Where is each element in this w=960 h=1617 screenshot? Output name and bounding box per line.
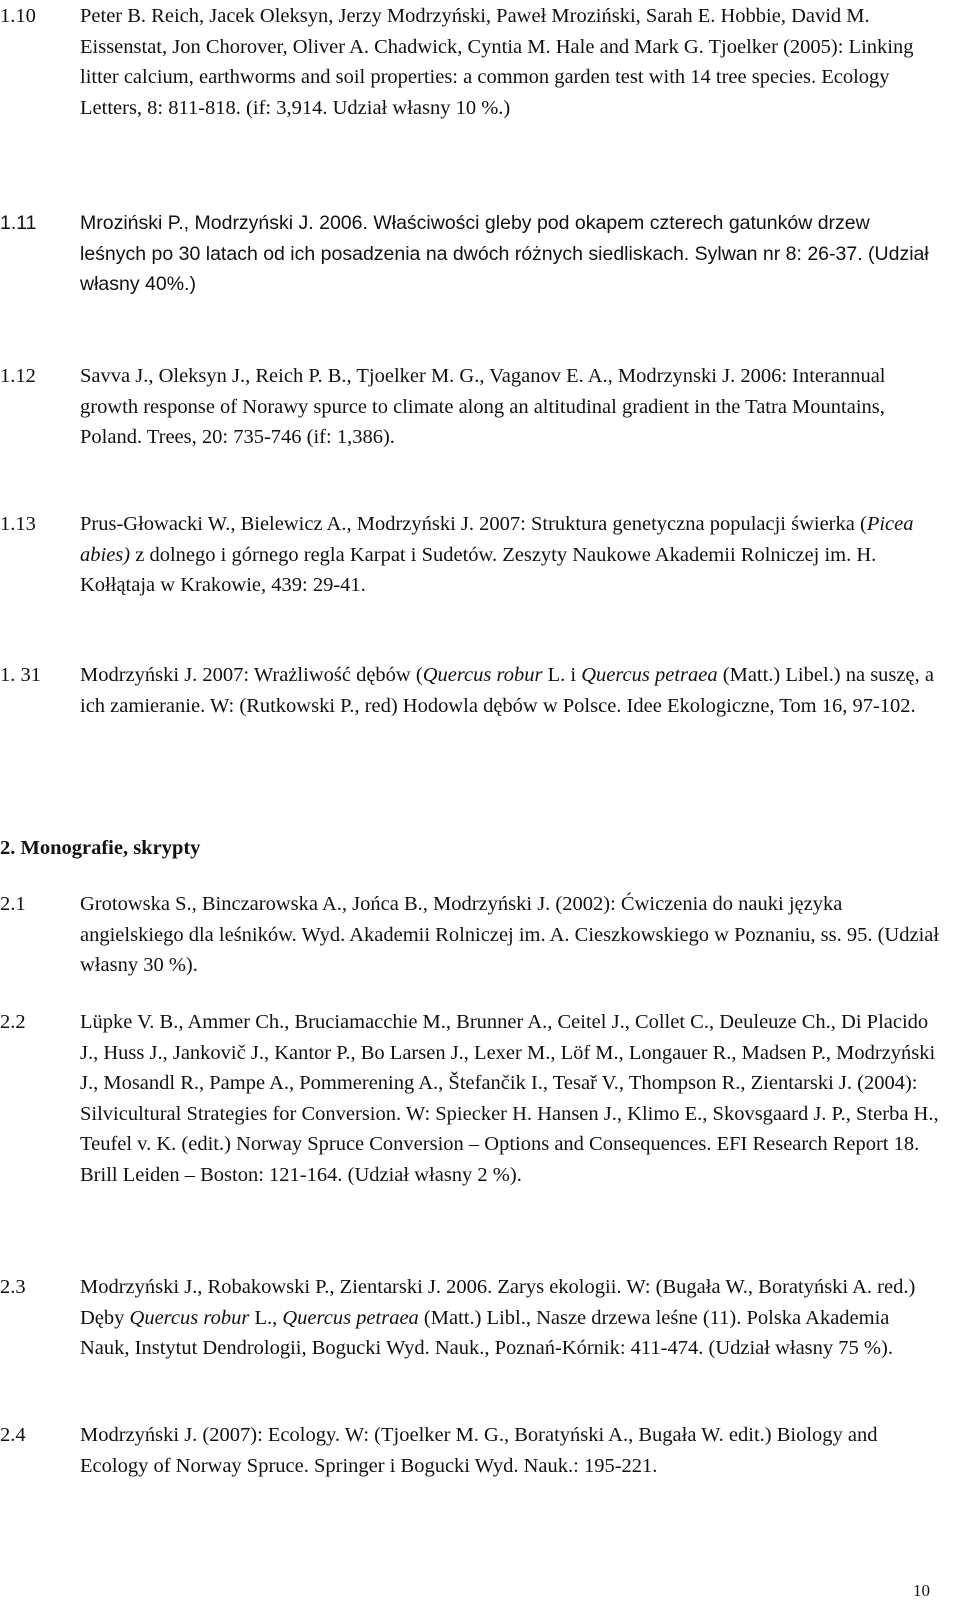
species-name: Quercus robur [129, 1306, 250, 1329]
entry-text: Modrzyński J. (2007): Ecology. W: (Tjoelker M. G., Boratyński A., Bugała W. edit.) Biology and Ecology of Norway Spruce. Springer i Bogucki Wyd. Nauk.: 195-221. [80, 1424, 878, 1477]
monograph-entry-2-4 [0, 1420, 940, 1481]
entry-number: 1.10 [0, 5, 36, 27]
entry-text [80, 509, 940, 601]
entry-text: Peter B. Reich, Jacek Oleksyn, Jerzy Modrzyński, Paweł Mroziński, Sarah E. Hobbie, David M. Eissenstat, Jon Chorover, Oliver A. Chadwick, Cyntia M. Hale and Mark G. Tjoelker (2005): Linking litter calcium, earthworms and soil properties: a common garden test with 14 tree species. Ecology Letters, 8: 811-818. (if: 3,914. Udział własny 10 %.) [80, 5, 914, 119]
publication-entry-1-12 [0, 361, 940, 453]
entry-text [80, 660, 940, 721]
text-part: Prus-Głowacki W., Bielewicz A., Modrzyński J. 2007: Struktura genetyczna populacji świerka ( [80, 513, 867, 535]
text-part: L. i [542, 664, 582, 686]
entry-text: Mroziński P., Modrzyński J. 2006. Właściwości gleby pod okapem czterech gatunków drzew leśnych po 30 latach od ich posadzenia na dwóch różnych siedliskach. Sylwan nr 8: 26-37. (Udział własny 40%.) [80, 212, 929, 296]
species-name: Quercus petraea [282, 1306, 419, 1329]
text-part: Modrzyński J., Robakowski P., Zientarski J. 2006. Zarys ekologii. W: (Bugała W., Boratyński A. red.) Dęby [80, 1276, 916, 1329]
publication-entry-1-13 [0, 509, 940, 601]
entry-number: 2.1 [0, 893, 26, 915]
page-number: 10 [913, 1581, 930, 1600]
text-part: Modrzyński J. 2007: Wrażliwość dębów ( [80, 664, 423, 686]
publication-entry-1-10 [0, 1, 940, 123]
entry-number: 2.4 [0, 1424, 26, 1446]
entry-text [80, 1272, 940, 1364]
text-part: (Matt.) Libl., Nasze drzewa leśne (11). Polska Akademia Nauk, Instytut Dendrologii, Bogucki Wyd. Nauk., Poznań-Kórnik: 411-474. (Udział własny 75 %). [80, 1306, 893, 1360]
publication-entry-1-11 [0, 208, 940, 300]
text-part: (Matt.) Libel.) na suszę, a ich zamieranie. W: (Rutkowski P., red) Hodowla dębów w Polsce. Idee Ekologiczne, Tom 16, 97-102. [80, 664, 934, 717]
species-name: Quercus robur [422, 664, 543, 686]
monograph-entry-2-1 [0, 889, 940, 981]
entry-number: 1.12 [0, 365, 36, 387]
entry-text: Savva J., Oleksyn J., Reich P. B., Tjoelker M. G., Vaganov E. A., Modrzynski J. 2006: Interannual growth response of Norawy spurce to climate along an altitudinal gradient in the Tatra Mountains, Poland. Trees, 20: 735-746 (if: 1,386). [80, 365, 886, 449]
entry-text: Grotowska S., Binczarowska A., Jońca B., Modrzyński J. (2002): Ćwiczenia do nauki języka angielskiego dla leśników. Wyd. Akademii Rolniczej im. A. Cieszkowskiego w Poznaniu, ss. 95. (Udział własny 30 %). [80, 893, 940, 977]
entry-number: 2.3 [0, 1276, 26, 1298]
section-heading: 2. Monografie, skrypty [0, 837, 201, 859]
monograph-entry-2-2 [0, 1007, 940, 1191]
entry-number: 1. 31 [0, 664, 41, 686]
text-part: L., [249, 1306, 283, 1329]
species-name: Picea abies) [80, 513, 914, 566]
entry-number: 1.11 [0, 212, 37, 234]
text-part: z dolnego i górnego regla Karpat i Sudetów. Zeszyty Naukowe Akademii Rolniczej im. H. Kołłątaja w Krakowie, 439: 29-41. [80, 543, 877, 597]
entry-text: Lüpke V. B., Ammer Ch., Bruciamacchie M., Brunner A., Ceitel J., Collet C., Deuleuze Ch., Di Placido J., Huss J., Jankovič J., Kantor P., Bo Larsen J., Lexer M., Löf M., Longauer R., Madsen P., Modrzyński J., Mosandl R., Pampe A., Pommerening A., Štefančik I., Tesař V., Thompson R., Zientarski J. (2004): Silvicultural Strategies for Conversion. W: Spiecker H. Hansen J., Klimo E., Skovsgaard J. P., Sterba H., Teufel v. K. (edit.) Norway Spruce Conversion – Options and Consequences. EFI Research Report 18. Brill Leiden – Boston: 121-164. (Udział własny 2 %). [80, 1011, 939, 1186]
monograph-entry-2-3 [0, 1272, 940, 1364]
entry-number: 2.2 [0, 1011, 26, 1033]
species-name: Quercus petraea [581, 664, 718, 686]
publication-entry-1-31 [0, 660, 940, 721]
entry-number: 1.13 [0, 513, 36, 535]
